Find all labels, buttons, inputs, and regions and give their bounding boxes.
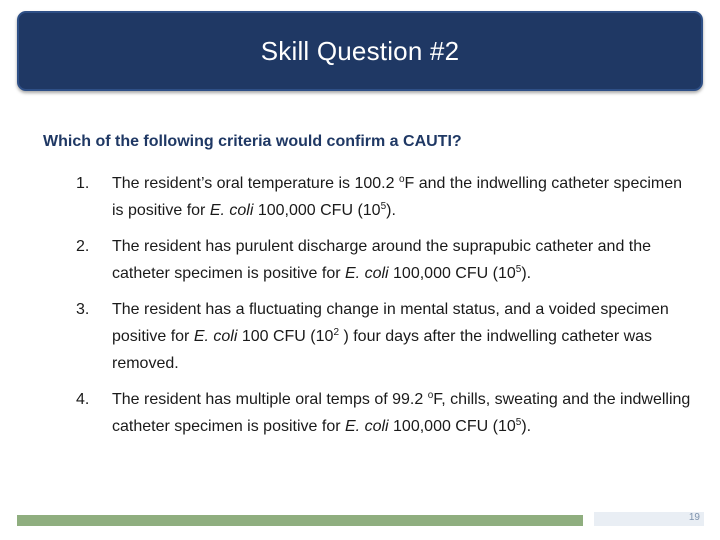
answer-options	[0, 170, 720, 449]
option-1	[0, 170, 720, 224]
option-text: The resident has a fluctuating change in mental status, and a voided specimen positive for E. coli 100 CFU ($10^2$ ) four days after the indwelling catheter was removed.	[112, 301, 669, 372]
page-number: 19	[688, 512, 700, 523]
option-text: The resident has purulent discharge around the suprapubic catheter and the catheter specimen is positive for E. coli 100,000 CFU $(10^5)$.	[112, 238, 652, 282]
option-3	[0, 296, 720, 377]
title-banner	[17, 11, 703, 91]
option-4	[0, 386, 720, 440]
question-text: Which of the following criteria would confirm a CAUTI?	[43, 133, 462, 150]
page-number-box	[594, 512, 704, 526]
option-number: 2.	[76, 238, 90, 255]
option-2	[0, 233, 720, 287]
footer-accent-bar	[17, 515, 583, 526]
option-text: The resident’s oral temperature is 100.2 $^o$F and the indwelling catheter specimen is positive for E. coli 100,000 CFU $(10^5)$.	[112, 174, 683, 219]
slide-title: Skill Question #2	[260, 35, 460, 66]
option-number: 1.	[76, 175, 90, 192]
option-number: 3.	[76, 301, 90, 318]
option-text: The resident has multiple oral temps of 99.2 $^o$F, chills, sweating and the indwelling catheter specimen is positive for E. coli 100,000 CFU $(10^5)$.	[112, 390, 691, 435]
option-number: 4.	[76, 391, 90, 408]
